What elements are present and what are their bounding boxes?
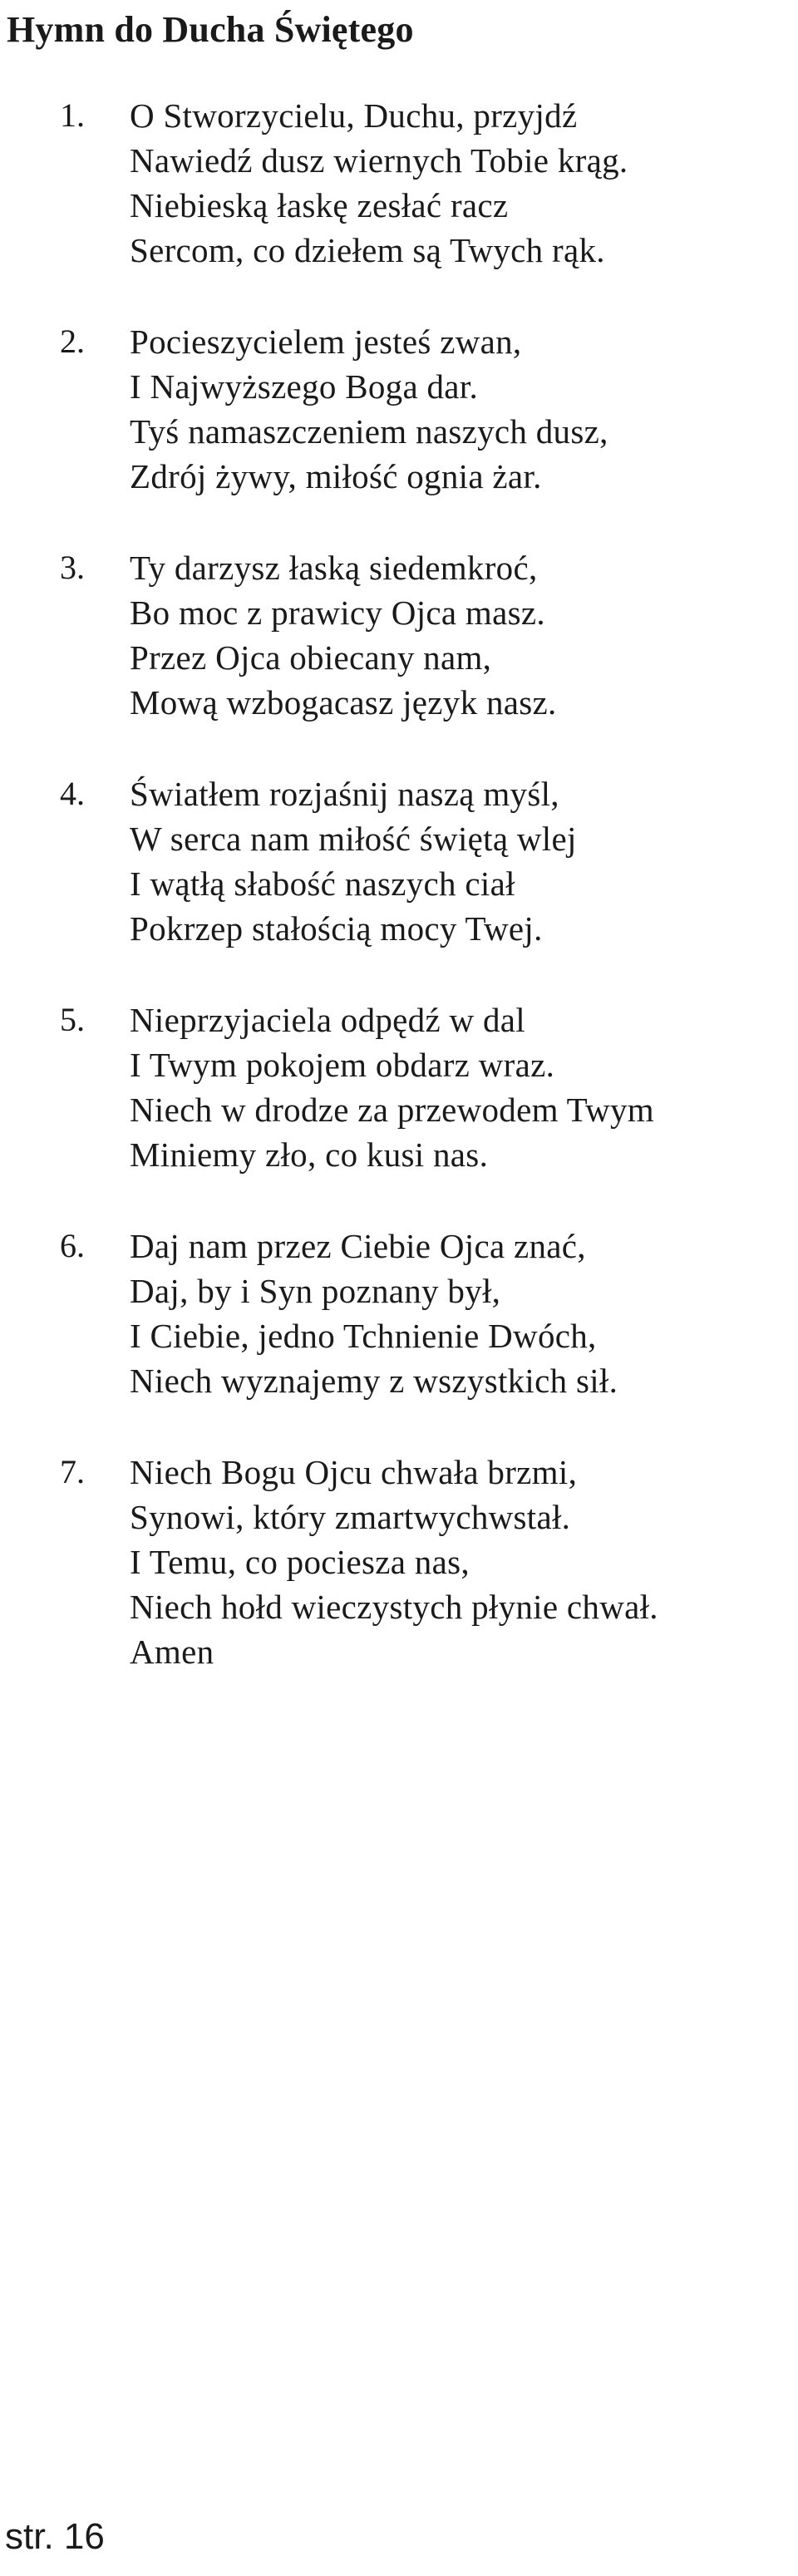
- verse-line: Bo moc z prawicy Ojca masz.: [130, 594, 545, 632]
- stanza-lines: [130, 997, 798, 1177]
- stanza-lines: [130, 545, 798, 725]
- verse-line: Mową wzbogacasz język nasz.: [130, 683, 557, 722]
- verse-line: I Najwyższego Boga dar.: [130, 367, 479, 406]
- stanza-lines: [130, 771, 798, 951]
- verse-line: Daj, by i Syn poznany był,: [130, 1272, 501, 1310]
- verse-line: Sercom, co dziełem są Twych rąk.: [130, 231, 605, 269]
- verse-line: Tyś namaszczeniem naszych dusz,: [130, 412, 608, 451]
- verse-line: I Ciebie, jedno Tchnienie Dwóch,: [130, 1317, 597, 1355]
- verse-line: Miniemy zło, co kusi nas.: [130, 1135, 489, 1174]
- verse-line: Światłem rozjaśnij naszą myśl,: [130, 775, 559, 813]
- stanza-number: 3.: [60, 549, 85, 586]
- verse-line: I Temu, co pociesza nas,: [130, 1543, 470, 1581]
- verse-line: Pokrzep stałością mocy Twej.: [130, 909, 543, 948]
- stanza-lines: [130, 1450, 798, 1674]
- verse-line: Niech hołd wieczystych płynie chwał.: [130, 1588, 658, 1626]
- verse-line: Daj nam przez Ciebie Ojca znać,: [130, 1227, 586, 1265]
- page-title: Hymn do Ducha Świętego: [7, 9, 414, 50]
- stanza-3: [0, 545, 798, 725]
- stanza-7: [0, 1450, 798, 1674]
- stanza-1: [0, 93, 798, 273]
- verse-line: Niebieską łaskę zesłać racz: [130, 186, 509, 224]
- verse-line: I Twym pokojem obdarz wraz.: [130, 1046, 555, 1084]
- stanza-number: 5.: [60, 1001, 85, 1038]
- stanza-number: 7.: [60, 1453, 85, 1490]
- verse-line: Pocieszycielem jesteś zwan,: [130, 323, 522, 361]
- stanza-4: [0, 771, 798, 951]
- stanza-5: [0, 997, 798, 1177]
- hymn-body: [0, 93, 798, 1674]
- verse-line: I wątłą słabość naszych ciał: [130, 864, 515, 903]
- verse-line: Nawiedź dusz wiernych Tobie krąg.: [130, 141, 628, 180]
- verse-line: Niech Bogu Ojcu chwała brzmi,: [130, 1453, 578, 1491]
- stanza-lines: [130, 93, 798, 273]
- verse-line: Ty darzysz łaską siedemkroć,: [130, 549, 538, 587]
- stanza-lines: [130, 1224, 798, 1403]
- stanza-6: [0, 1224, 798, 1403]
- stanza-lines: [130, 319, 798, 499]
- verse-line: O Stworzycielu, Duchu, przyjdź: [130, 96, 578, 135]
- amen-line: Amen: [130, 1633, 214, 1671]
- verse-line: Nieprzyjaciela odpędź w dal: [130, 1001, 525, 1039]
- verse-line: Zdrój żywy, miłość ognia żar.: [130, 457, 542, 495]
- verse-line: W serca nam miłość świętą wlej: [130, 820, 577, 858]
- stanza-number: 1.: [60, 96, 85, 134]
- stanza-2: [0, 319, 798, 499]
- page-number: str. 16: [5, 2516, 105, 2557]
- verse-line: Niech wyznajemy z wszystkich sił.: [130, 1362, 618, 1400]
- stanza-number: 4.: [60, 775, 85, 812]
- stanza-number: 6.: [60, 1227, 85, 1264]
- stanza-number: 2.: [60, 323, 85, 360]
- verse-line: Przez Ojca obiecany nam,: [130, 638, 492, 677]
- verse-line: Niech w drodze za przewodem Twym: [130, 1091, 654, 1129]
- verse-line: Synowi, który zmartwychwstał.: [130, 1498, 571, 1536]
